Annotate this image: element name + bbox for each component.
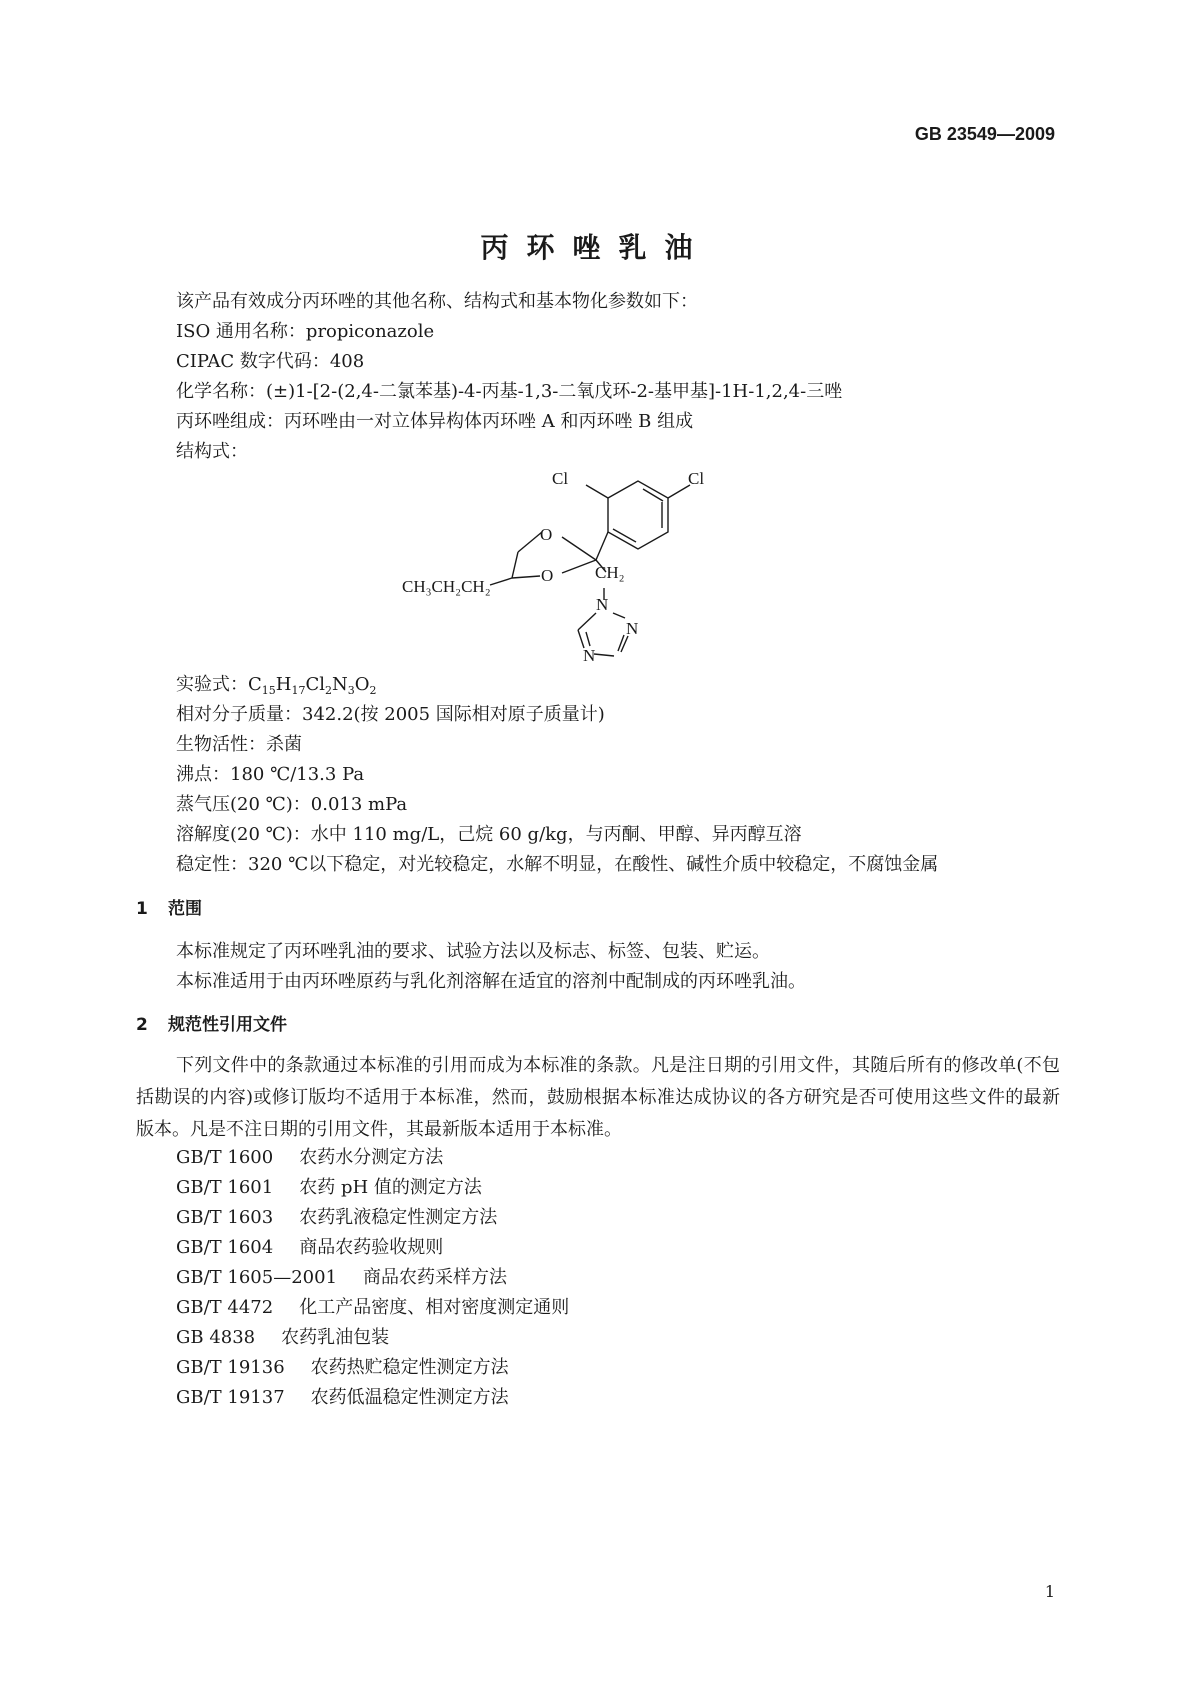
methylene-label: CH₂ [595, 563, 625, 582]
reference-code: GB/T 1601 [176, 1177, 274, 1198]
reference-code: GB/T 19136 [176, 1357, 285, 1378]
formula-c-count: 15 [261, 684, 276, 697]
triazole-n4: N [583, 646, 596, 665]
formula-c: C [248, 674, 262, 695]
biological-activity: 生物活性：杀菌 [176, 734, 302, 755]
reference-item [176, 1293, 569, 1319]
oxygen-label-top: O [540, 525, 553, 544]
reference-title: 农药乳油包装 [281, 1327, 390, 1348]
triazole-n2: N [626, 619, 639, 638]
stability: 稳定性：320 ℃以下稳定，对光较稳定，水解不明显，在酸性、碱性介质中较稳定，不腐蚀金属 [176, 854, 939, 875]
triazole-n1: N [596, 595, 609, 614]
reference-title: 农药 pH 值的测定方法 [299, 1177, 482, 1198]
formula-h: H [275, 674, 292, 695]
formula-o-count: 2 [369, 684, 377, 697]
formula-n-count: 3 [347, 684, 355, 697]
boiling-point: 沸点：180 ℃/13.3 Pa [176, 764, 365, 785]
reference-title: 农药水分测定方法 [299, 1147, 444, 1168]
formula-o: O [354, 674, 370, 695]
section-2-paragraph: 下列文件中的条款通过本标准的引用而成为本标准的条款。凡是注日期的引用文件，其随后所有的修改单(不包括勘误的内容)或修订版均不适用于本标准，然而，鼓励根据本标准达成协议的各方研究是否可使用这些文件的最新版本。凡是不注日期的引用文件，其最新版本适用于本标准。 [136, 1055, 1060, 1140]
reference-item [176, 1173, 482, 1199]
reference-code: GB 4838 [176, 1327, 256, 1348]
section-1-number: 1 [136, 899, 148, 919]
solubility: 溶解度(20 ℃)：水中 110 mg/L，己烷 60 g/kg，与丙酮、甲醇、异丙醇互溶 [176, 824, 802, 845]
propyl-label: CH₃CH₂CH₂ [402, 577, 491, 596]
section-1-paragraph: 本标准规定了丙环唑乳油的要求、试验方法以及标志、标签、包装、贮运。 [176, 941, 770, 962]
section-1-title: 范围 [168, 899, 202, 919]
reference-code: GB/T 1604 [176, 1237, 274, 1258]
section-2-title: 规范性引用文件 [168, 1015, 287, 1035]
reference-code: GB/T 1603 [176, 1207, 274, 1228]
oxygen-label-bottom: O [541, 566, 554, 585]
molecular-mass: 相对分子质量：342.2(按 2005 国际相对原子质量计) [176, 704, 605, 725]
formula-cl: Cl [305, 674, 326, 695]
formula-label: 实验式： [176, 674, 248, 695]
reference-title: 农药热贮稳定性测定方法 [310, 1357, 509, 1378]
section-2-number: 2 [136, 1015, 148, 1035]
intro-lead: 该产品有效成分丙环唑的其他名称、结构式和基本物化参数如下： [176, 291, 698, 312]
page-number: 1 [1044, 1582, 1055, 1601]
chlorine-label-right: Cl [688, 469, 705, 488]
structure-label: 结构式： [176, 441, 248, 462]
reference-item [176, 1353, 509, 1379]
section-2-heading [136, 1010, 287, 1035]
reference-code: GB/T 1605—2001 [176, 1267, 338, 1288]
reference-item [176, 1203, 497, 1229]
empirical-formula [176, 673, 377, 703]
section-1-heading [136, 894, 202, 919]
standard-number: GB 23549—2009 [914, 124, 1055, 144]
reference-title: 商品农药验收规则 [299, 1237, 444, 1258]
structural-formula [400, 468, 730, 668]
reference-title: 商品农药采样方法 [363, 1267, 508, 1288]
iso-name: ISO 通用名称：propiconazole [176, 321, 435, 342]
reference-item [176, 1383, 509, 1409]
reference-title: 农药低温稳定性测定方法 [310, 1387, 509, 1408]
reference-item [176, 1323, 389, 1349]
document-title: 丙环唑乳油 [480, 231, 711, 264]
vapor-pressure: 蒸气压(20 ℃)：0.013 mPa [176, 794, 408, 815]
reference-item [176, 1233, 443, 1259]
reference-code: GB/T 4472 [176, 1297, 274, 1318]
reference-item [176, 1143, 443, 1169]
formula-h-count: 17 [291, 684, 306, 697]
reference-item [176, 1263, 507, 1289]
formula-cl-count: 2 [325, 684, 333, 697]
reference-code: GB/T 19137 [176, 1387, 285, 1408]
reference-code: GB/T 1600 [176, 1147, 274, 1168]
reference-title: 农药乳液稳定性测定方法 [299, 1207, 498, 1228]
chlorine-label-left: Cl [552, 469, 569, 488]
formula-n: N [332, 674, 348, 695]
chemical-name: 化学名称：(±)1-[2-(2,4-二氯苯基)-4-丙基-1,3-二氧戊环-2-基甲基]-1H-1,2,4-三唑 [176, 381, 843, 402]
reference-title: 化工产品密度、相对密度测定通则 [299, 1297, 570, 1318]
composition: 丙环唑组成：丙环唑由一对立体异构体丙环唑 A 和丙环唑 B 组成 [176, 411, 694, 432]
cipac-code: CIPAC 数字代码：408 [176, 351, 365, 372]
section-1-paragraph: 本标准适用于由丙环唑原药与乳化剂溶解在适宜的溶剂中配制成的丙环唑乳油。 [176, 971, 806, 992]
